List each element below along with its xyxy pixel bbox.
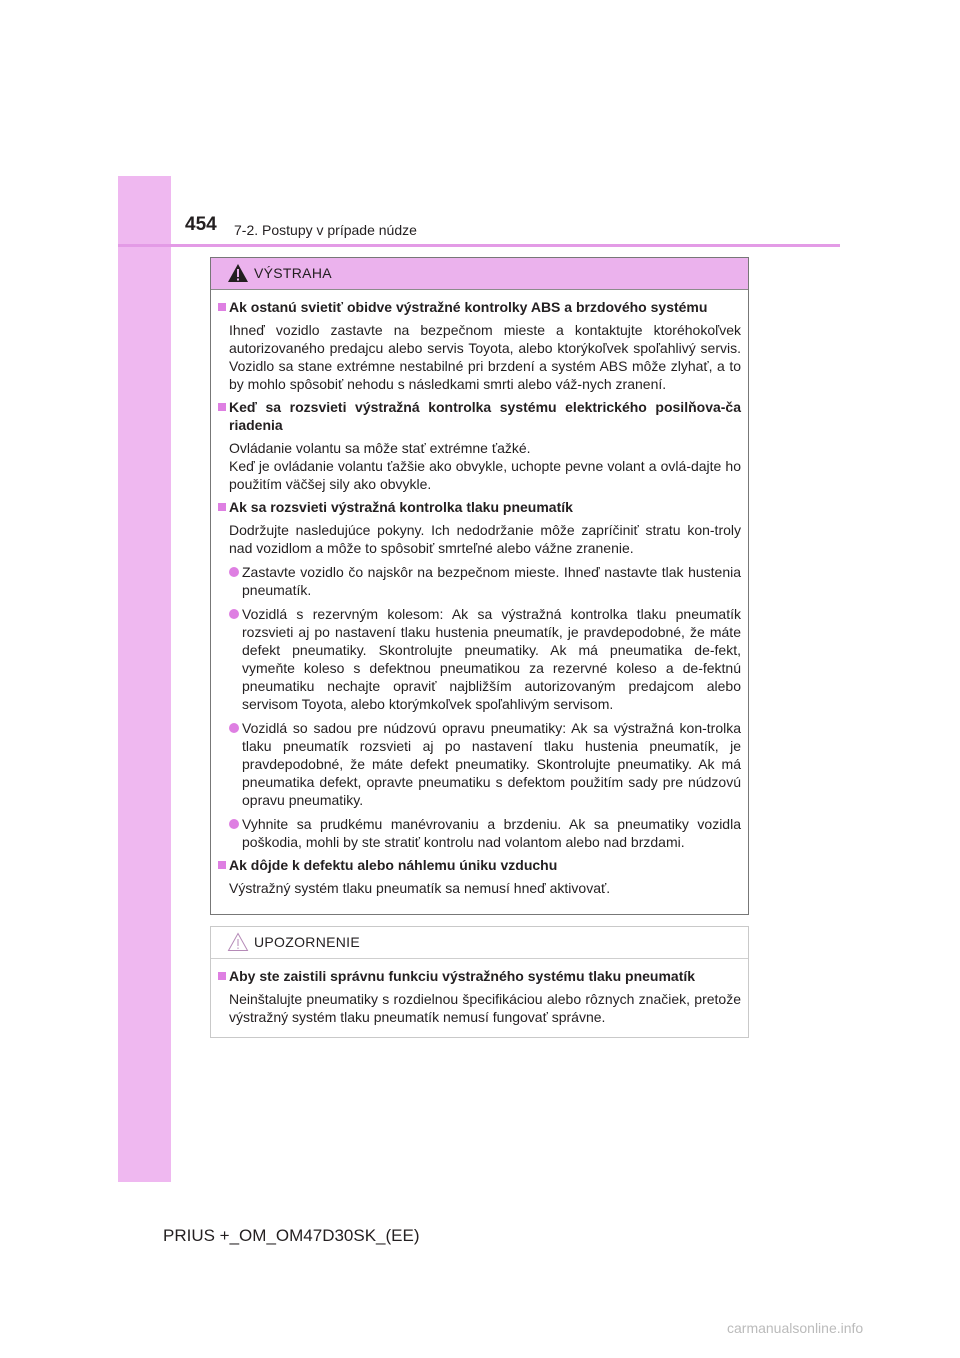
warning-item-abs — [218, 298, 741, 393]
item-body-line: Keď je ovládanie volantu ťažšie ako obvykle, uchopte pevne volant a ovlá-dajte ho použitím väčšej sily ako obvykle. — [229, 458, 741, 492]
warning-item-flat-tire — [218, 856, 741, 897]
chapter-side-strip — [118, 176, 171, 1182]
round-bullet-icon — [229, 609, 239, 619]
caution-triangle-icon — [227, 932, 249, 952]
warning-box — [210, 257, 749, 915]
warning-box-header — [211, 258, 748, 290]
square-bullet-icon — [218, 503, 226, 511]
caution-heading: UPOZORNENIE — [254, 934, 360, 950]
warning-triangle-icon — [227, 263, 249, 283]
round-bullet-icon — [229, 723, 239, 733]
square-bullet-icon — [218, 403, 226, 411]
caution-item — [218, 967, 741, 1026]
square-bullet-icon — [218, 861, 226, 869]
page-number: 454 — [185, 214, 217, 235]
item-body: Ihneď vozidlo zastavte na bezpečnom mieste a kontaktujte ktoréhokoľvek autorizovaného predajcu alebo servis Toyota, alebo ktorýkoľvek spoľahlivý servis. Vozidlo sa stane extrémne nestabilné pri brzdení a systém ABS môže zlyhať, a to by mohlo spôsobiť nehodu s následkami smrti alebo váž-nych zranení. — [229, 322, 741, 392]
watermark: carmanualsonline.info — [727, 1320, 864, 1336]
item-title: Aby ste zaistili správnu funkciu výstražného systému tlaku pneumatík — [229, 968, 696, 984]
item-title: Ak ostanú svietiť obidve výstražné kontrolky ABS a brzdového systému — [229, 299, 708, 315]
header-rule — [118, 244, 840, 247]
warning-item-tire-pressure — [218, 498, 741, 851]
item-body-line: Ovládanie volantu sa môže stať extrémne ťažké. — [229, 440, 531, 456]
item-body: Neinštalujte pneumatiky s rozdielnou špecifikáciou alebo rôznych značiek, pretože výstražný systém tlaku pneumatík nemusí fungovať správne. — [229, 991, 741, 1025]
caution-box — [210, 926, 749, 1038]
item-title: Ak sa rozsvieti výstražná kontrolka tlaku pneumatík — [229, 499, 573, 515]
warning-box-body — [211, 290, 748, 897]
item-body: Dodržujte nasledujúce pokyny. Ich nedodržanie môže zapríčiniť stratu kon-troly nad vozidlom a môže to spôsobiť smrteľné alebo vážne zranenie. — [229, 522, 741, 556]
caution-box-body — [211, 959, 748, 1026]
caution-box-header — [211, 927, 748, 959]
list-item: Vozidlá so sadou pre núdzovú opravu pneumatiky: Ak sa výstražná kon-trolka tlaku pneumatík rozsvieti aj po nastavení tlaku hustenia pneumatík, je pravdepodobné, že máte defekt pneumatiky. Skontrolujte pneumatiky. Ak má pneumatika defekt, opravte pneumatiku s defektom použitím sady pre núdzovú opravu pneumatiky. — [218, 719, 741, 809]
item-body: Výstražný systém tlaku pneumatík sa nemusí hneď aktivovať. — [229, 880, 611, 896]
square-bullet-icon — [218, 972, 226, 980]
document-code: PRIUS +_OM_OM47D30SK_(EE) — [163, 1226, 420, 1245]
round-bullet-icon — [229, 567, 239, 577]
item-title: Ak dôjde k defektu alebo náhlemu úniku vzduchu — [229, 857, 558, 873]
warning-item-power-steering — [218, 398, 741, 493]
square-bullet-icon — [218, 303, 226, 311]
section-title: 7-2. Postupy v prípade núdze — [234, 222, 417, 238]
round-bullet-icon — [229, 819, 239, 829]
list-item: Vyhnite sa prudkému manévrovaniu a brzdeniu. Ak sa pneumatiky vozidla poškodia, mohli by ste stratiť kontrolu nad volantom alebo nad brzdami. — [218, 815, 741, 851]
warning-heading: VÝSTRAHA — [254, 265, 332, 281]
item-title: Keď sa rozsvieti výstražná kontrolka systému elektrického posilňova-ča riadenia — [229, 399, 741, 433]
list-item: Zastavte vozidlo čo najskôr na bezpečnom mieste. Ihneď nastavte tlak hustenia pneumatík. — [218, 563, 741, 599]
list-item: Vozidlá s rezervným kolesom: Ak sa výstražná kontrolka tlaku pneumatík rozsvieti aj po nastavení tlaku hustenia pneumatík, je pravdepodobné, že máte defekt pneumatiky. Skontrolujte pneumatiky. Ak má pneumatika de-fekt, vymeňte koleso s defektnou pneumatikou za rezervné koleso a de-fektnú pneumatiku nechajte opraviť najbližším autorizovaným predajcom alebo servisom Toyota, alebo ktorýmkoľvek spoľahlivým servisom. — [218, 605, 741, 713]
